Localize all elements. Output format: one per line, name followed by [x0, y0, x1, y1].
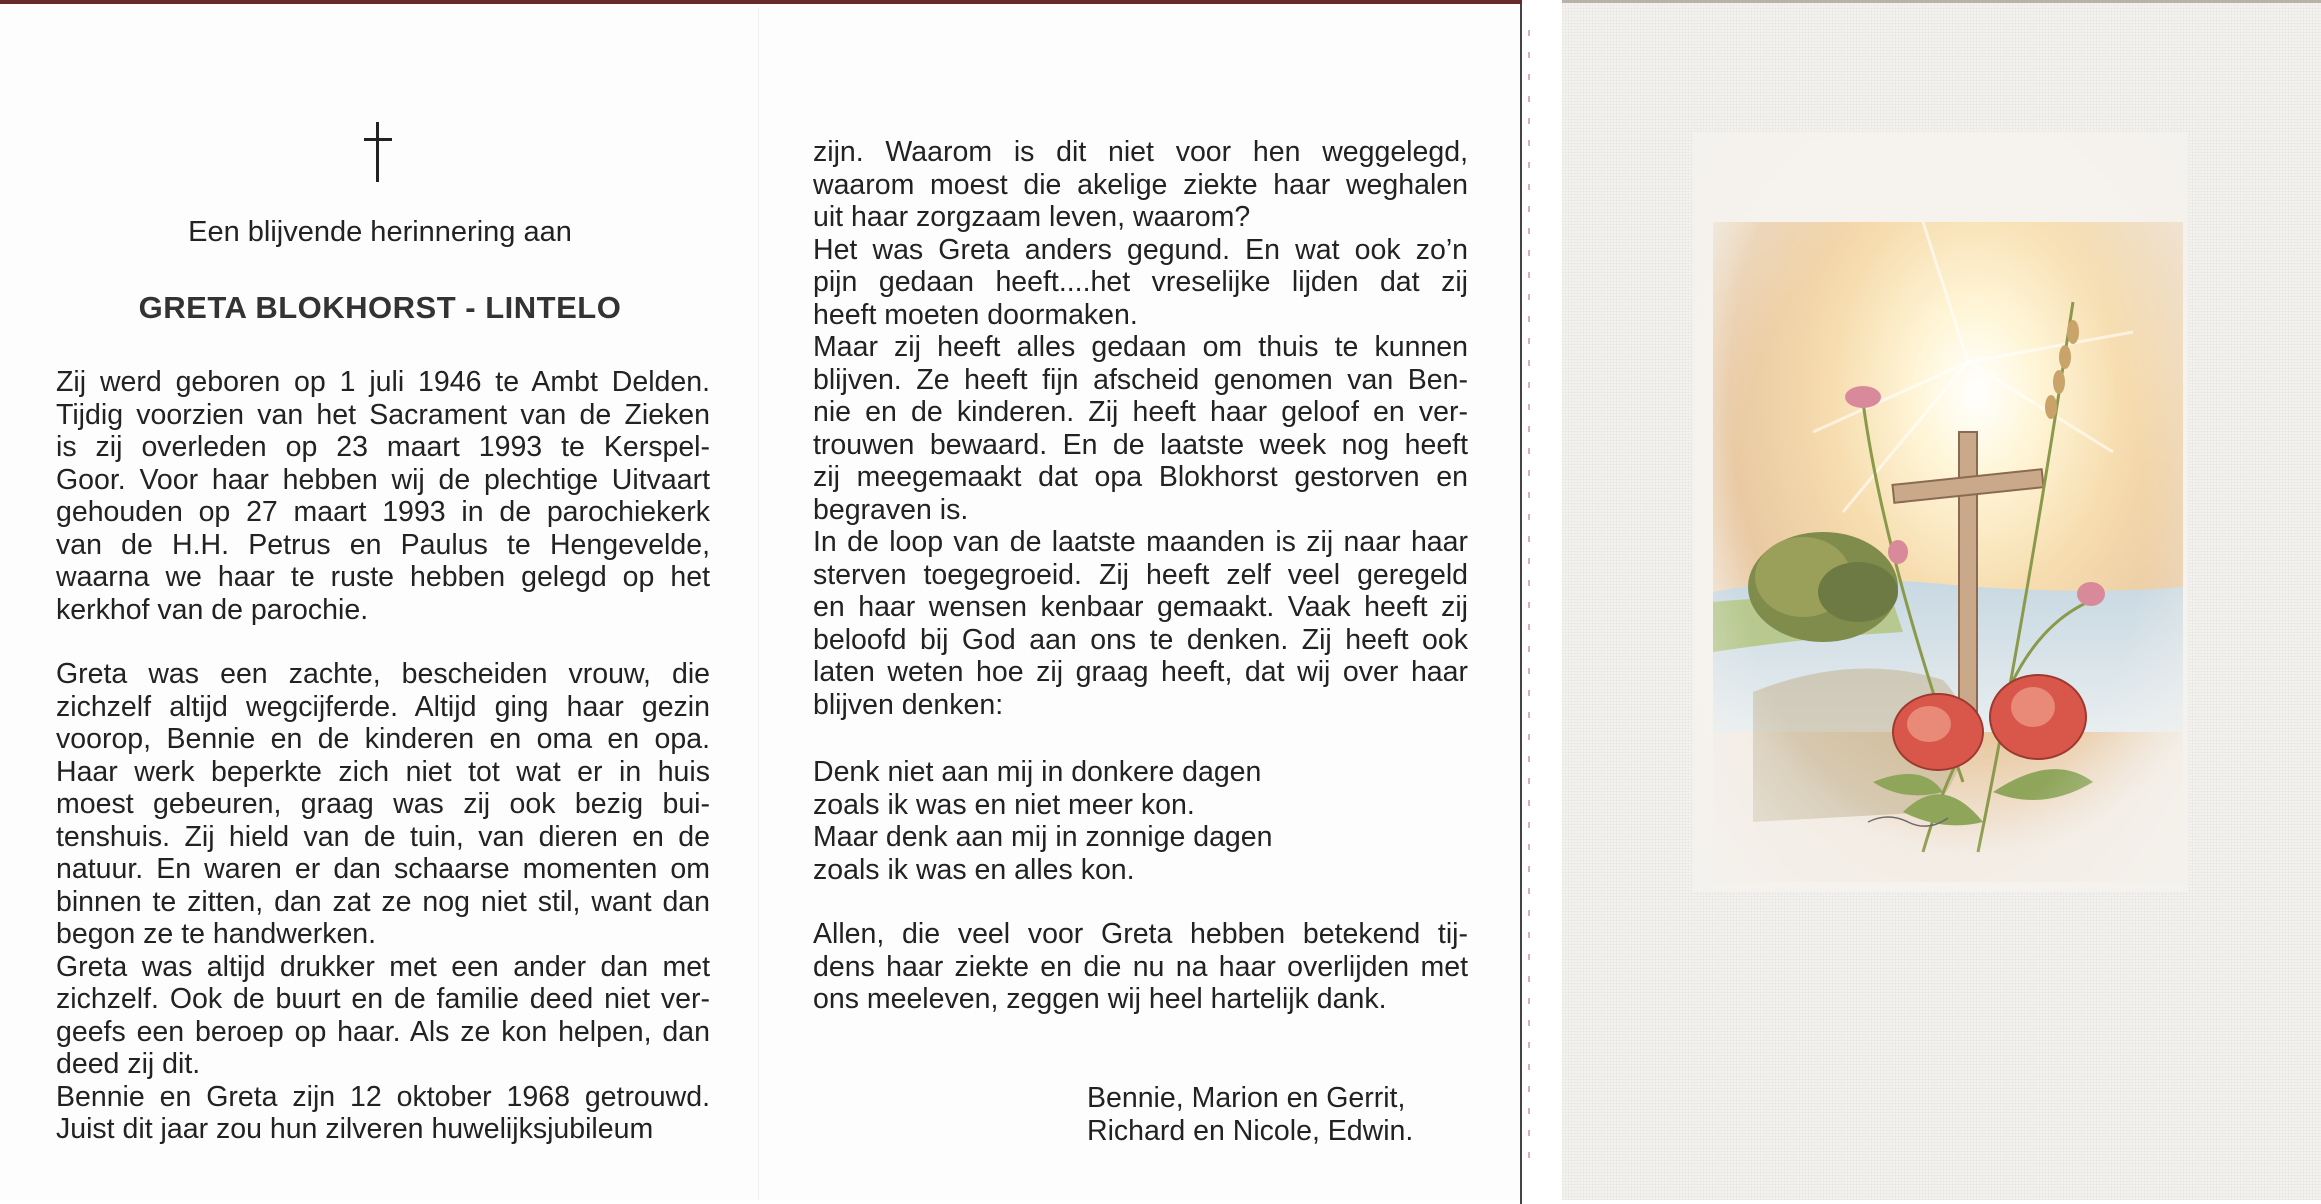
text-line: Zij werd geboren op 1 juli 1946 te Ambt Delden.	[56, 366, 710, 398]
cover-edge	[1562, 0, 2321, 3]
closing-line: dens haar ziekte en die nu na haar overlijden met	[813, 950, 1468, 983]
closing-line: Allen, die veel voor Greta hebben betekend tij-	[813, 918, 1468, 950]
text-line: tenshuis. Zij hield van de tuin, van dieren en de	[56, 820, 710, 853]
fold-line	[758, 8, 759, 1200]
text-line: begraven is.	[813, 493, 969, 526]
text-line: kerkhof van de parochie.	[56, 593, 369, 626]
text-line: natuur. En waren er dan schaarse momenten om	[56, 853, 710, 885]
paragraph	[813, 526, 1468, 721]
text-line: Greta was een zachte, bescheiden vrouw, die	[56, 658, 710, 690]
text-line: blijven. Ze heeft fijn afscheid genomen van Ben-	[813, 363, 1468, 396]
text-line: waarom moest die akelige ziekte haar weghalen	[813, 168, 1468, 201]
text-line: Bennie en Greta zijn 12 oktober 1968 getrouwd.	[56, 1080, 710, 1113]
paragraph	[56, 658, 710, 951]
text-line: zichzelf. Ook de buurt en de familie deed niet ver-	[56, 983, 710, 1015]
card-gap	[1522, 0, 1562, 1200]
right-text-column	[813, 136, 1468, 721]
text-line: deed zij dit.	[56, 1048, 201, 1080]
text-line: voorop, Bennie en de kinderen en oma en opa.	[56, 723, 710, 755]
paragraph	[813, 136, 1468, 234]
text-line: pijn gedaan heeft....het vreselijke lijden dat zij	[813, 266, 1468, 298]
intro-text: Een blijvende herinnering aan	[188, 216, 572, 248]
paragraph	[813, 234, 1468, 332]
text-line: Het was Greta anders gegund. En wat ook zo’n	[813, 233, 1468, 266]
left-text-column	[56, 366, 710, 1146]
text-line: laten weten hoe zij graag heeft, dat wij over haar	[813, 656, 1468, 688]
text-line: en haar wensen kenbaar gemaakt. Vaak heeft zij	[813, 591, 1468, 623]
text-line: Greta was altijd drukker met een ander dan met	[56, 950, 710, 983]
closing-paragraph	[813, 918, 1468, 1016]
text-line: heeft moeten doormaken.	[813, 298, 1138, 331]
text-line: waarna we haar te ruste hebben gelegd op het	[56, 561, 710, 593]
text-line: begon ze te handwerken.	[56, 918, 377, 950]
signature	[1087, 1082, 1413, 1147]
cross-poppies-illustration	[1693, 132, 2187, 892]
text-line: zij meegemaakt dat opa Blokhorst gestorven en	[813, 461, 1468, 493]
perforation	[1528, 30, 1530, 1170]
text-line: moest gebeuren, graag was zij ook bezig bui-	[56, 788, 710, 820]
text-line: gehouden op 27 maart 1993 in de parochiekerk	[56, 496, 710, 528]
paragraph	[813, 331, 1468, 526]
text-line: Tijdig voorzien van het Sacrament van de Zieken	[56, 398, 710, 431]
poem	[813, 756, 1272, 886]
text-line: binnen te zitten, dan zat ze nog niet stil, want dan	[56, 885, 710, 918]
text-line: beloofd bij God aan ons te denken. Zij heeft ook	[813, 623, 1468, 656]
text-line: sterven toegegroeid. Zij heeft zelf veel geregeld	[813, 558, 1468, 591]
paragraph	[56, 1081, 710, 1146]
text-line: van de H.H. Petrus en Paulus te Hengevelde,	[56, 528, 710, 561]
signature-line: Bennie, Marion en Gerrit,	[1087, 1082, 1406, 1114]
text-line: In de loop van de laatste maanden is zij naar haar	[813, 526, 1468, 558]
cross-icon	[360, 122, 396, 182]
paragraph-spacer	[56, 626, 710, 658]
text-line: zijn. Waarom is dit niet voor hen weggelegd,	[813, 136, 1468, 168]
text-line: geefs een beroep op haar. Als ze kon helpen, dan	[56, 1015, 710, 1048]
text-line: blijven denken:	[813, 688, 1004, 721]
deceased-name: GRETA BLOKHORST - LINTELO	[138, 290, 622, 325]
poem-line: zoals ik was en alles kon.	[813, 853, 1135, 886]
text-line: zichzelf altijd wegcijferde. Altijd ging haar gezin	[56, 690, 710, 723]
signature-line: Richard en Nicole, Edwin.	[1087, 1114, 1414, 1147]
closing-line: ons meeleven, zeggen wij heel hartelijk dank.	[813, 983, 1387, 1015]
text-line: uit haar zorgzaam leven, waarom?	[813, 201, 1251, 233]
poem-line: zoals ik was en niet meer kon.	[813, 788, 1195, 821]
text-line: is zij overleden op 23 maart 1993 te Kerspel-	[56, 431, 710, 463]
text-line: Maar zij heeft alles gedaan om thuis te kunnen	[813, 331, 1468, 363]
text-line: Juist dit jaar zou hun zilveren huwelijksjubileum	[56, 1113, 654, 1145]
text-line: trouwen bewaard. En de laatste week nog heeft	[813, 428, 1468, 461]
text-line: Haar werk beperkte zich niet tot wat er in huis	[56, 755, 710, 788]
poem-line: Denk niet aan mij in donkere dagen	[813, 756, 1262, 788]
text-line: nie en de kinderen. Zij heeft haar geloof en ver-	[813, 396, 1468, 428]
paragraph	[56, 951, 710, 1081]
poem-line: Maar denk aan mij in zonnige dagen	[813, 821, 1273, 853]
text-line: Goor. Voor haar hebben wij de plechtige Uitvaart	[56, 463, 710, 496]
paragraph	[56, 366, 710, 626]
